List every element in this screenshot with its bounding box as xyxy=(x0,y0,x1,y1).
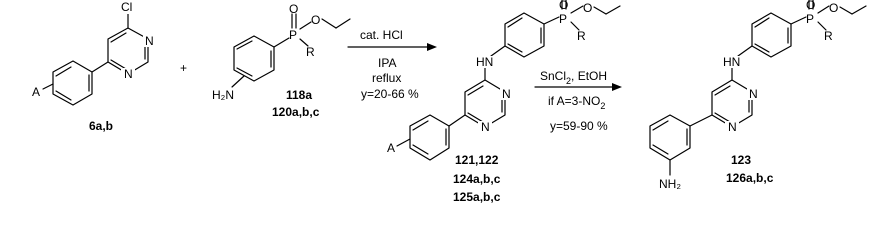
pyrimidine-double-bond xyxy=(468,86,483,95)
phenyl-double-bond xyxy=(755,44,769,52)
condition-yield: y=59-90 % xyxy=(550,119,608,133)
phenyl-ring xyxy=(53,61,92,105)
phenyl-double-bond xyxy=(56,91,71,100)
compound-124abc: 124a,b,c xyxy=(453,172,501,186)
ethyl-bond xyxy=(336,19,350,28)
a-label: A xyxy=(387,141,396,155)
o-ethyl-bond xyxy=(322,19,336,28)
p-o-bond xyxy=(300,22,311,29)
phenyl-double-bond xyxy=(413,121,428,130)
hn-label: HN xyxy=(476,55,494,69)
biaryl-bond xyxy=(690,115,712,126)
p-label: P xyxy=(559,12,568,26)
r-label: R xyxy=(824,29,833,43)
p-label: P xyxy=(289,28,298,42)
phenyl-ring xyxy=(650,115,690,160)
n-label: N xyxy=(481,120,490,134)
pyrimidine-double-bond xyxy=(715,86,730,95)
n-label: N xyxy=(502,87,511,101)
aryl-p-bond xyxy=(544,17,559,24)
reagent-chloropyrimidine xyxy=(32,0,155,133)
phenyl-ring xyxy=(410,115,449,160)
phenyl-double-bond xyxy=(56,67,71,76)
condition-if-nitro: if $A=3-NO_2$ xyxy=(548,94,606,111)
phenyl-double-bond xyxy=(755,18,769,27)
condition-catalyst: cat. HCl xyxy=(360,28,403,42)
arrow-head xyxy=(612,83,622,91)
a-substituent-bond xyxy=(397,139,410,146)
o-double-label: O xyxy=(806,0,816,12)
compound-118a: 118a xyxy=(286,88,313,102)
p-o-bond xyxy=(571,6,583,13)
ethyl-bond xyxy=(606,6,620,14)
plus-sign: + xyxy=(180,61,188,75)
o-label: O xyxy=(829,1,839,15)
hn-label: HN xyxy=(723,55,741,69)
n-label: N xyxy=(749,87,758,101)
nh2-label: NH₂ xyxy=(659,177,681,191)
phenyl-double-bond xyxy=(653,145,668,154)
phenyl-ring xyxy=(505,13,544,57)
biaryl-bond xyxy=(92,62,108,72)
compound-125abc: 125a,b,c xyxy=(453,190,501,204)
compound-123: 123 xyxy=(731,153,752,167)
r-label: R xyxy=(577,29,586,43)
aryl-p-bond xyxy=(274,38,289,47)
pyrimidine-double-bond xyxy=(111,33,126,42)
phenyl-double-bond xyxy=(508,44,522,52)
r-label: R xyxy=(306,45,315,59)
phenyl-ring xyxy=(234,36,274,81)
product-structure xyxy=(650,0,866,191)
phenyl-double-bond xyxy=(237,41,252,49)
biaryl-bond xyxy=(449,115,465,126)
p-o-bond xyxy=(818,6,829,13)
reagent-aminophenylphosphinate xyxy=(212,2,350,119)
condition-reflux: reflux xyxy=(372,71,402,85)
condition-yield: y=20-66 % xyxy=(361,87,419,101)
o-double-label: O xyxy=(289,2,299,16)
compound-121-122: 121,122 xyxy=(455,153,499,167)
n-label: N xyxy=(124,67,133,81)
condition-reductant: SnCl$_2$, EtOH xyxy=(540,69,608,86)
cl-label: Cl xyxy=(121,0,133,14)
c-n-bond xyxy=(232,76,244,87)
a-label: A xyxy=(32,85,41,99)
h2n-label: H₂N xyxy=(212,88,234,102)
n-label: N xyxy=(145,34,154,48)
ethyl-bond xyxy=(852,6,866,14)
reaction-arrow-2 xyxy=(535,69,622,133)
phenyl-double-bond xyxy=(653,121,668,130)
o-ethyl-bond xyxy=(840,7,852,14)
reaction-arrow-1 xyxy=(348,28,437,101)
o-label: O xyxy=(311,13,321,27)
o-ethyl-bond xyxy=(594,7,606,14)
phenyl-ring xyxy=(752,13,791,57)
o-label: O xyxy=(583,1,593,15)
a-substituent-bond xyxy=(43,84,53,89)
condition-solvent: IPA xyxy=(378,56,397,70)
compound-126abc: 126a,b,c xyxy=(726,171,774,185)
compound-120abc: 120a,b,c xyxy=(272,105,320,119)
aryl-p-bond xyxy=(791,17,806,24)
arrow-head xyxy=(427,43,437,51)
p-label: P xyxy=(806,12,815,26)
phenyl-double-bond xyxy=(413,145,428,154)
phenyl-double-bond xyxy=(508,18,522,27)
n-label: N xyxy=(728,120,737,134)
o-double-label: O xyxy=(559,0,569,12)
compound-6ab: 6a,b xyxy=(89,119,114,133)
phenyl-double-bond xyxy=(237,68,252,76)
